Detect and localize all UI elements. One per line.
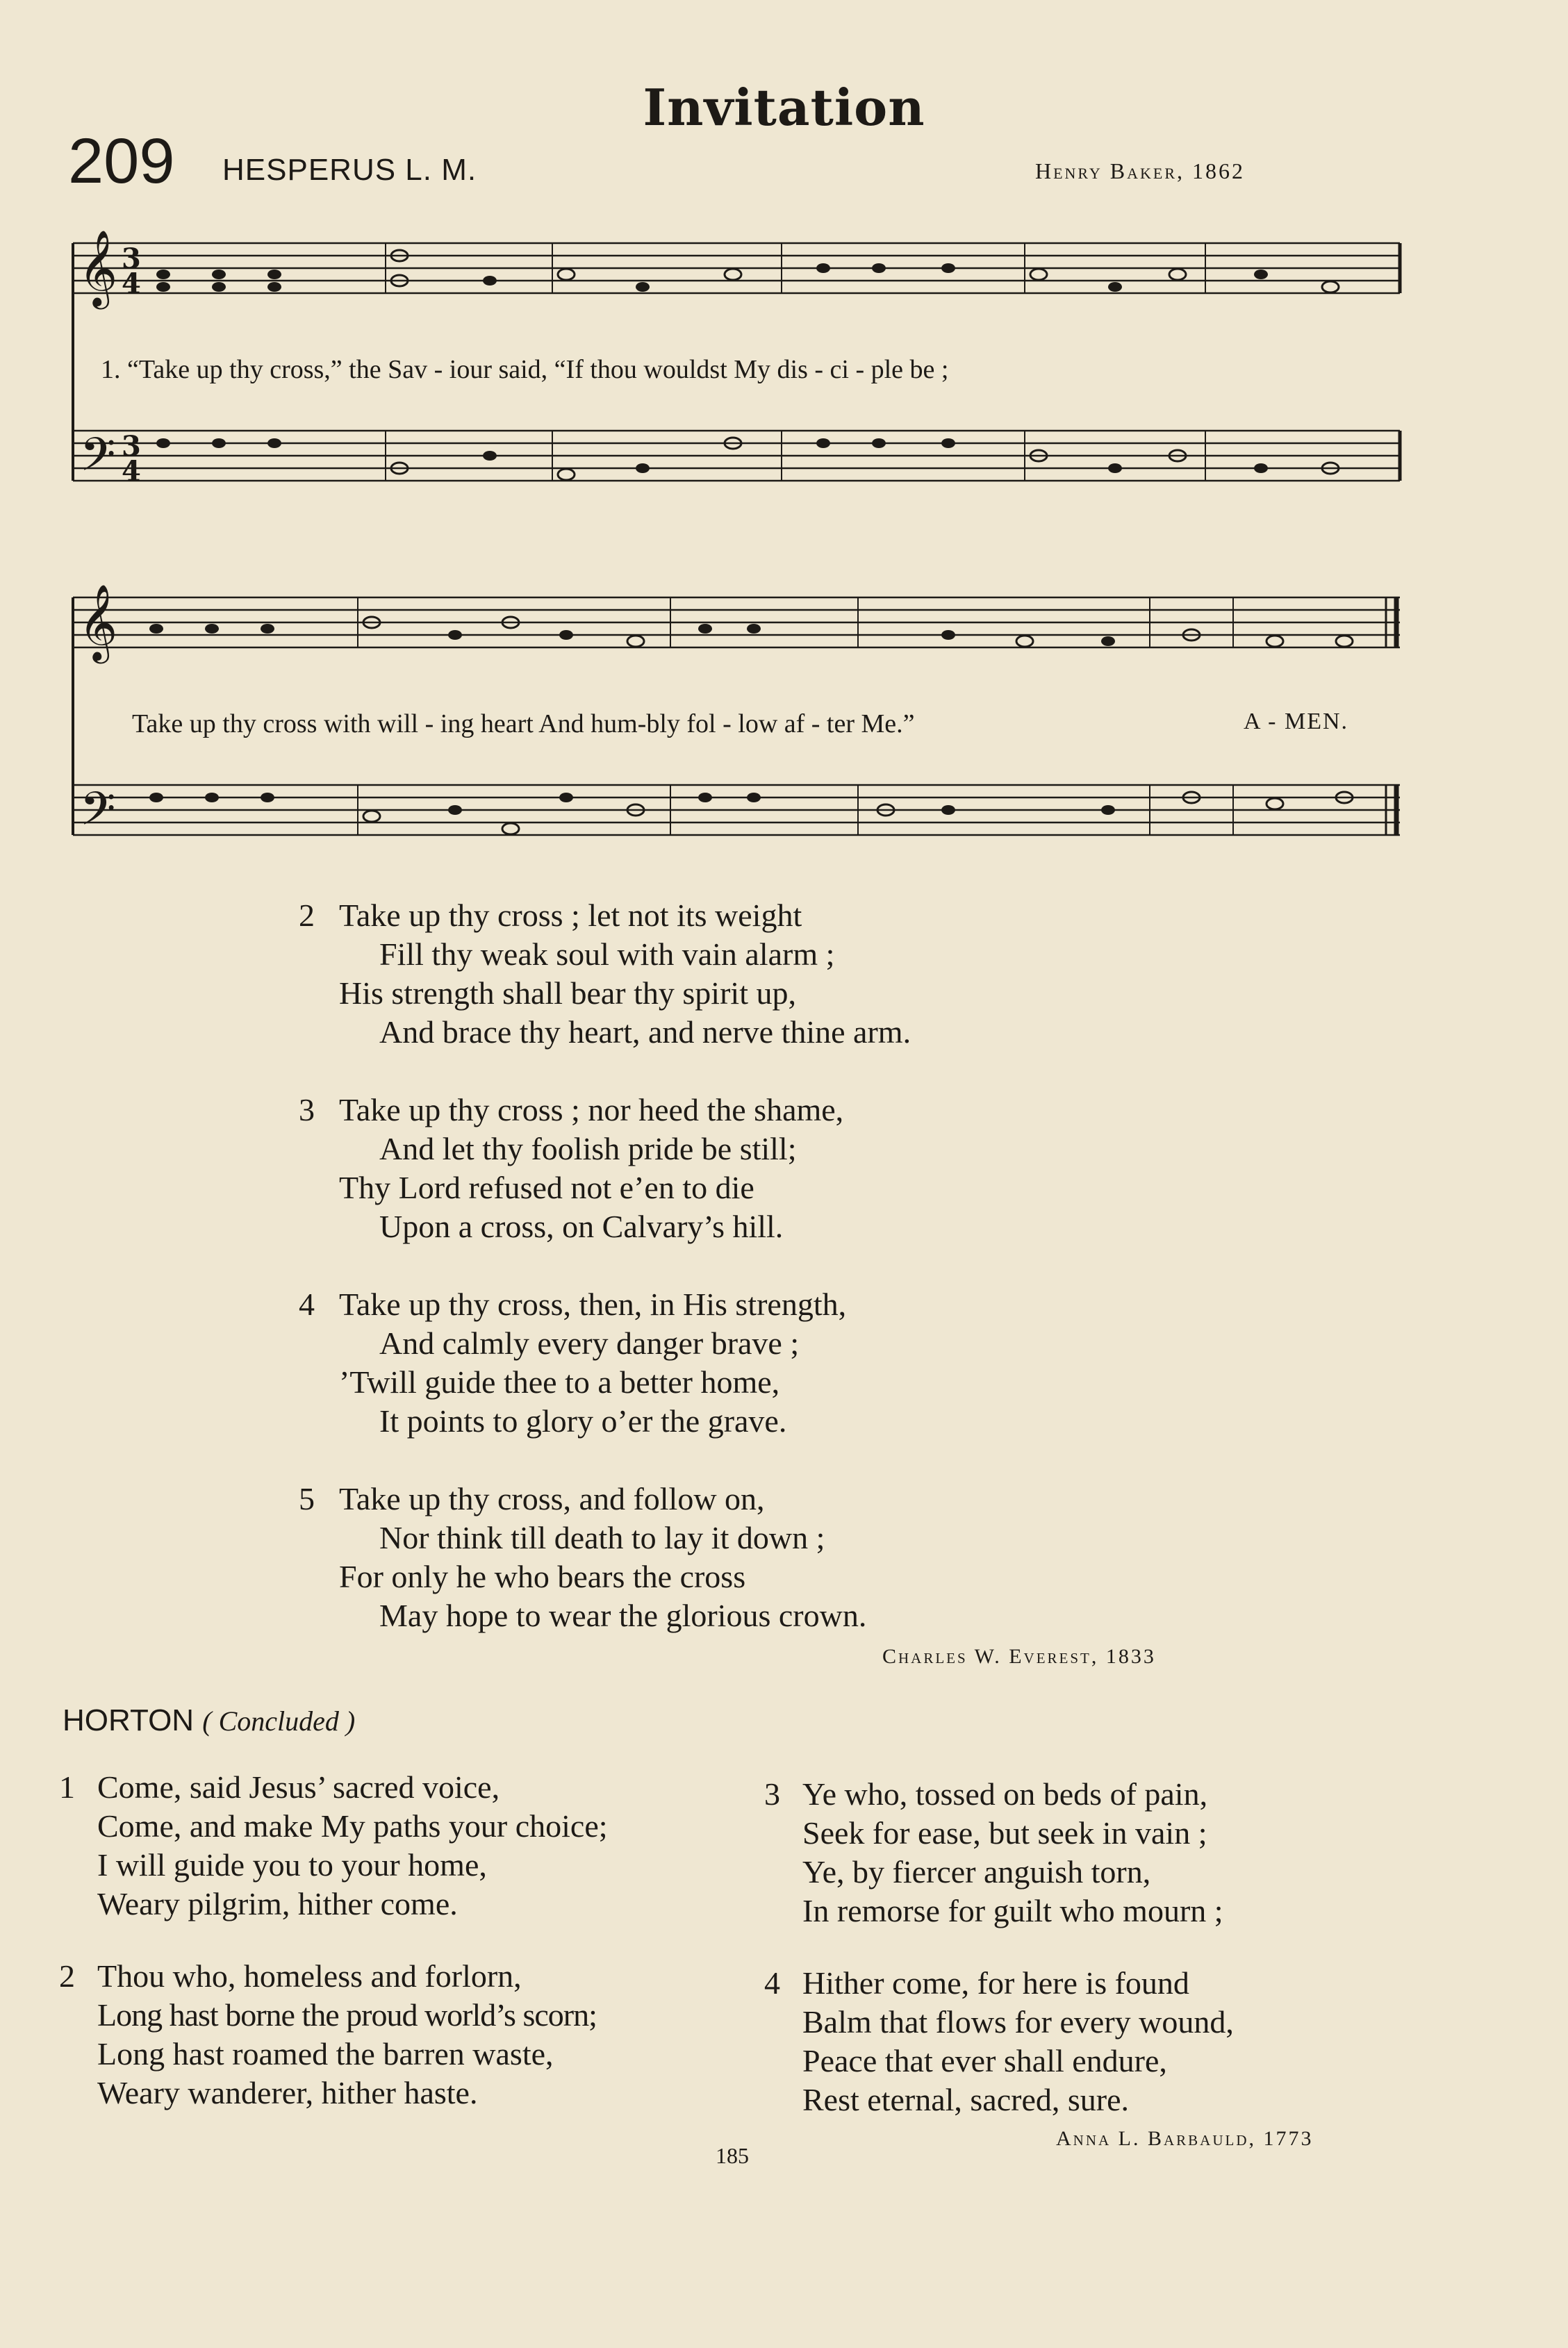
stanza-line: Long hast roamed the barren waste,: [97, 2036, 554, 2072]
lyric-line-2: Take up thy cross with will - ing heart And hum-bly fol - low af - ter Me.”: [132, 709, 915, 738]
stanza-line: Thy Lord refused not e’en to die: [339, 1170, 754, 1205]
stanza-4: [299, 1285, 1132, 1441]
stanza-line: His strength shall bear thy spirit up,: [339, 975, 796, 1011]
stanza-line: Peace that ever shall endure,: [802, 2043, 1167, 2078]
horton-stanza-1: [59, 1768, 608, 1924]
stanza-number: 3: [299, 1092, 315, 1127]
stanza-line: Come, said Jesus’ sacred voice,: [97, 1769, 500, 1805]
horton-heading: [63, 1703, 355, 1738]
page-number: 185: [716, 2143, 749, 2168]
stanza-line: For only he who bears the cross: [339, 1559, 746, 1594]
stanza-line: Take up thy cross ; nor heed the shame,: [339, 1092, 844, 1127]
horton-author: Anna L. Barbauld, 1773: [1056, 2127, 1314, 2150]
stanza-line: ’Twill guide thee to a better home,: [339, 1364, 780, 1400]
stanza-line: Seek for ease, but seek in vain ;: [802, 1815, 1207, 1851]
hymn-number: 209: [68, 126, 175, 197]
staff-treble-2: [73, 597, 1400, 647]
stanza-line: Thou who, homeless and forlorn,: [97, 1958, 522, 1994]
svg-text:𝄞: 𝄞: [79, 584, 118, 661]
composer-credit: Henry Baker, 1862: [1035, 158, 1246, 183]
stanza-line: In remorse for guilt who mourn ;: [802, 1893, 1223, 1928]
stanza-number: 2: [299, 898, 315, 933]
stanza-line: And let thy foolish pride be still;: [379, 1131, 797, 1166]
stanza-line: Nor think till death to lay it down ;: [379, 1520, 825, 1555]
lyric-line-1: 1. “Take up thy cross,” the Sav - iour said, “If thou wouldst My dis - ci - ple be ;: [101, 355, 949, 384]
stanza-number: 4: [299, 1287, 315, 1322]
hymn-author: Charles W. Everest, 1833: [882, 1645, 1156, 1668]
hymn-stanzas: [299, 896, 1132, 1635]
stanza-line: Long hast borne the proud world’s scorn;: [97, 1997, 597, 2033]
stanza-line: Take up thy cross, then, in His strength,: [339, 1287, 847, 1322]
svg-text:𝄢: 𝄢: [80, 782, 116, 847]
stanza-line: Take up thy cross ; let not its weight: [339, 898, 802, 933]
stanza-number: 5: [299, 1481, 315, 1516]
music-score: [66, 208, 1407, 875]
stanza-line: It points to glory o’er the grave.: [379, 1403, 787, 1439]
stanza-line: I will guide you to your home,: [97, 1847, 487, 1883]
tune-name: HESPERUS L. M.: [222, 153, 477, 187]
horton-right-column: [764, 1775, 1234, 2153]
section-title: Invitation: [643, 78, 925, 137]
staff-bass-2: [73, 785, 1400, 835]
stanza-line: Weary pilgrim, hither come.: [97, 1886, 458, 1921]
stanza-line: Ye, by fiercer anguish torn,: [802, 1854, 1151, 1890]
svg-text:3: 3: [122, 430, 141, 463]
stanza-line: Take up thy cross, and follow on,: [339, 1481, 765, 1516]
stanza-3: [299, 1091, 1132, 1246]
stanza-line: May hope to wear the glorious crown.: [379, 1598, 867, 1633]
stanza-line: Come, and make My paths your choice;: [97, 1808, 608, 1844]
horton-title: HORTON: [63, 1703, 195, 1737]
horton-concluded: ( Concluded ): [202, 1705, 356, 1737]
horton-stanza-4: [764, 1964, 1234, 2119]
stanza-number: 3: [764, 1776, 780, 1812]
horton-stanza-3: [764, 1775, 1234, 1931]
stanza-line: Weary wanderer, hither haste.: [97, 2075, 478, 2110]
amen-lyric: A - MEN.: [1244, 709, 1349, 734]
stanza-line: Fill thy weak soul with vain alarm ;: [379, 936, 835, 972]
stanza-line: Upon a cross, on Calvary’s hill.: [379, 1209, 784, 1244]
stanza-line: And brace thy heart, and nerve thine arm.: [379, 1014, 911, 1050]
svg-text:4: 4: [122, 455, 141, 488]
stanza-line: Rest eternal, sacred, sure.: [802, 2082, 1130, 2117]
treble-clef-icon: 𝄞: [79, 230, 118, 306]
svg-text:3: 3: [122, 242, 141, 275]
horton-left-column: [59, 1768, 608, 2146]
bass-clef-icon: 𝄢: [80, 428, 116, 493]
stanza-line: Hither come, for here is found: [802, 1965, 1189, 2001]
stanza-number: 2: [59, 1958, 75, 1994]
stanza-line: Balm that flows for every wound,: [802, 2004, 1234, 2040]
stanza-line: And calmly every danger brave ;: [379, 1325, 800, 1361]
stanza-2: [299, 896, 1132, 1052]
horton-stanza-2: [59, 1957, 608, 2113]
svg-text:4: 4: [122, 267, 141, 300]
stanza-number: 4: [764, 1965, 780, 2001]
stanza-5: [299, 1480, 1132, 1635]
stanza-line: Ye who, tossed on beds of pain,: [802, 1776, 1208, 1812]
stanza-number: 1: [59, 1769, 75, 1805]
